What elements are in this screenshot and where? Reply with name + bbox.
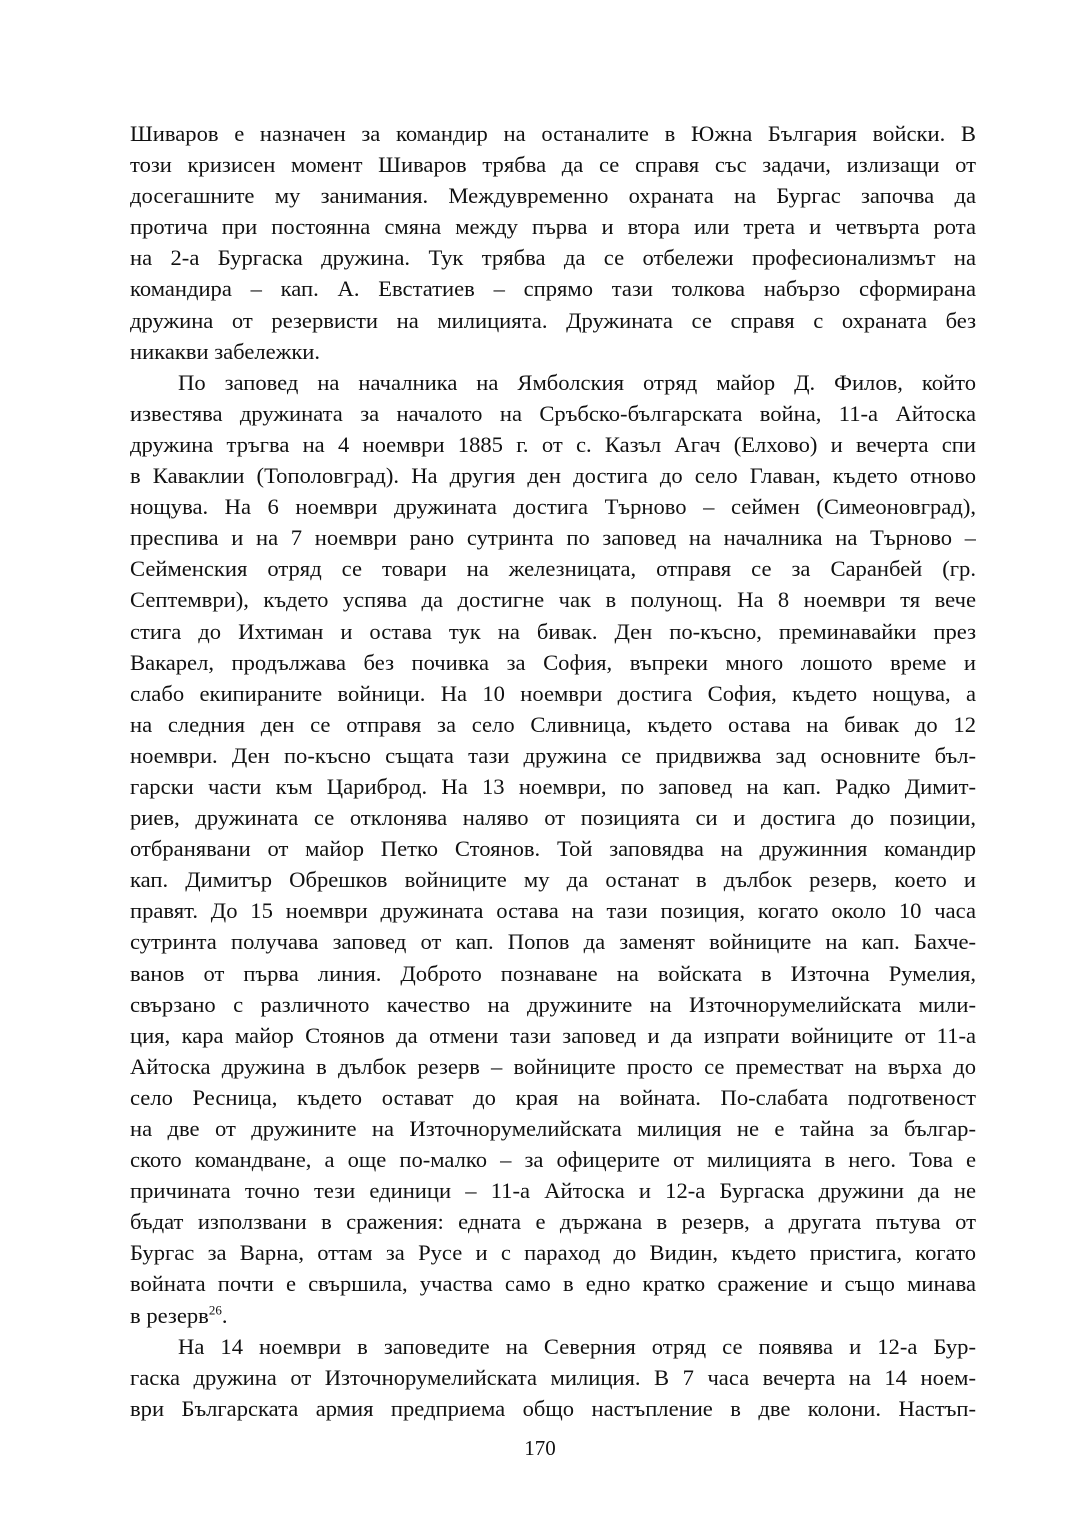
text-line: причината точно тези единици – 11-а Айтоска и 12-а Бургаска дружини да не bbox=[130, 1178, 976, 1204]
text-line: Вакарел, продължава без почивка за София, въпреки много лошото време и bbox=[130, 649, 976, 675]
text-line: протича при постоянна смяна между първа и втора или трета и четвърта рота bbox=[130, 214, 976, 240]
text-line: ври Българската армия предприема общо настъпление в две колони. Настъп- bbox=[130, 1395, 976, 1421]
text-line: никакви забележки. bbox=[130, 338, 321, 364]
text-line: Септември), където успява да достигне чак в полунощ. На 8 ноември тя вече bbox=[130, 587, 976, 613]
text-line: на две от дружините на Източнорумелийската милиция не е тайна за българ- bbox=[130, 1116, 976, 1141]
text-line: Айтоска дружина в дълбок резерв – войниците просто се преместват на върха до bbox=[130, 1053, 976, 1079]
page-number: 170 bbox=[524, 1436, 556, 1460]
paragraph-2 bbox=[130, 367, 976, 1331]
text-line: нощува. На 6 ноември дружината достига Търново – сеймен (Симеоновград), bbox=[130, 494, 976, 520]
paragraph-3 bbox=[130, 1331, 976, 1424]
text-line: гаска дружина от Източнорумелийската милиция. В 7 часа вечерта на 14 ноем- bbox=[130, 1364, 976, 1390]
footnote-reference: 26 bbox=[208, 1302, 222, 1318]
text-line: ското командване, а още по-малко – за офицерите от милицията в него. Това е bbox=[130, 1147, 976, 1173]
text-line: село Ресница, където остават до края на войната. По-слабата подготвеност bbox=[130, 1084, 976, 1110]
text-line: Шиваров е назначен за командир на останалите в Южна България войски. В bbox=[130, 121, 976, 146]
text-line: кап. Димитър Обрешков войниците му да останат в дълбок резерв, което и bbox=[130, 867, 976, 893]
text-line-with-footnote bbox=[130, 1300, 976, 1331]
text-line: Сейменския отряд се товари на железницата, отправя се за Саранбей (гр. bbox=[130, 556, 976, 582]
text-line: преспива и на 7 ноември рано сутринта по заповед на началника на Търново – bbox=[130, 525, 976, 551]
text-line: досегашните му занимания. Междувременно охраната на Бургас започва да bbox=[130, 183, 976, 209]
text-line: командира – кап. А. Евстатиев – спрямо тази толкова набързо сформирана bbox=[130, 276, 976, 302]
text-line: на следния ден се отправя за село Сливница, където остава на бивак до 12 bbox=[130, 711, 976, 737]
text-fragment: . bbox=[221, 1302, 228, 1328]
text-line: войната почти е свършила, участва само в едно кратко сражение и също минава bbox=[130, 1271, 976, 1297]
text-line: На 14 ноември в заповедите на Северния отряд се появява и 12-а Бур- bbox=[178, 1333, 976, 1359]
text-line: дружина от резервисти на милицията. Дружината се справя с охраната без bbox=[130, 307, 976, 333]
text-line: този кризисен момент Шиваров трябва да се справя със задачи, излизащи от bbox=[130, 152, 976, 178]
text-line: свързано с различното качество на дружините на Източнорумелийската мили- bbox=[130, 991, 976, 1017]
text-line: Бургас за Варна, оттам за Русе и с параход до Видин, където пристига, когато bbox=[130, 1240, 976, 1266]
text-line: гарски части към Цариброд. На 13 ноември, по заповед на кап. Радко Димит- bbox=[130, 773, 976, 799]
text-line: слабо екипираните войници. На 10 ноември достига София, където нощува, а bbox=[130, 680, 976, 706]
text-line: отбранявани от майор Петко Стоянов. Той заповядва на дружинния командир bbox=[130, 836, 976, 862]
text-line: ванов от първа линия. Доброто познаване на войската в Източна Румелия, bbox=[130, 960, 976, 986]
text-fragment: в резерв bbox=[130, 1302, 209, 1328]
text-line: дружина тръгва на 4 ноември 1885 г. от с. Казъл Агач (Елхово) и вечерта спи bbox=[130, 431, 976, 457]
text-line: правят. До 15 ноември дружината остава на тази позиция, когато около 10 часа bbox=[130, 898, 976, 924]
text-line: сутринта получава заповед от кап. Попов да заменят войниците на кап. Бахче- bbox=[130, 929, 976, 955]
text-line: ция, кара майор Стоянов да отмени тази заповед и да изпрати войниците от 11-а bbox=[130, 1022, 976, 1048]
text-line: в Каваклии (Тополовград). На другия ден достига до село Главан, където отново bbox=[130, 463, 976, 489]
text-line: известява дружината за началото на Сръбско-българската война, 11-а Айтоска bbox=[130, 400, 976, 426]
text-line: стига до Ихтиман и остава тук на бивак. Ден по-късно, преминавайки през bbox=[130, 618, 976, 644]
text-line: риев, дружината се отклонява наляво от позицията си и достига до позиции, bbox=[130, 805, 976, 831]
page-body bbox=[130, 118, 976, 1424]
text-line: ноември. Ден по-късно същата тази дружина се придвижва зад основните бъл- bbox=[130, 742, 976, 768]
text-line: бъдат използвани в сражения: едната е държана в резерв, а другата пътува от bbox=[130, 1209, 976, 1235]
text-line: на 2-а Бургаска дружина. Тук трябва да се отбележи професионализмът на bbox=[130, 245, 976, 271]
text-line: По заповед на началника на Ямболския отряд майор Д. Филов, който bbox=[178, 369, 976, 395]
paragraph-1 bbox=[130, 118, 976, 367]
